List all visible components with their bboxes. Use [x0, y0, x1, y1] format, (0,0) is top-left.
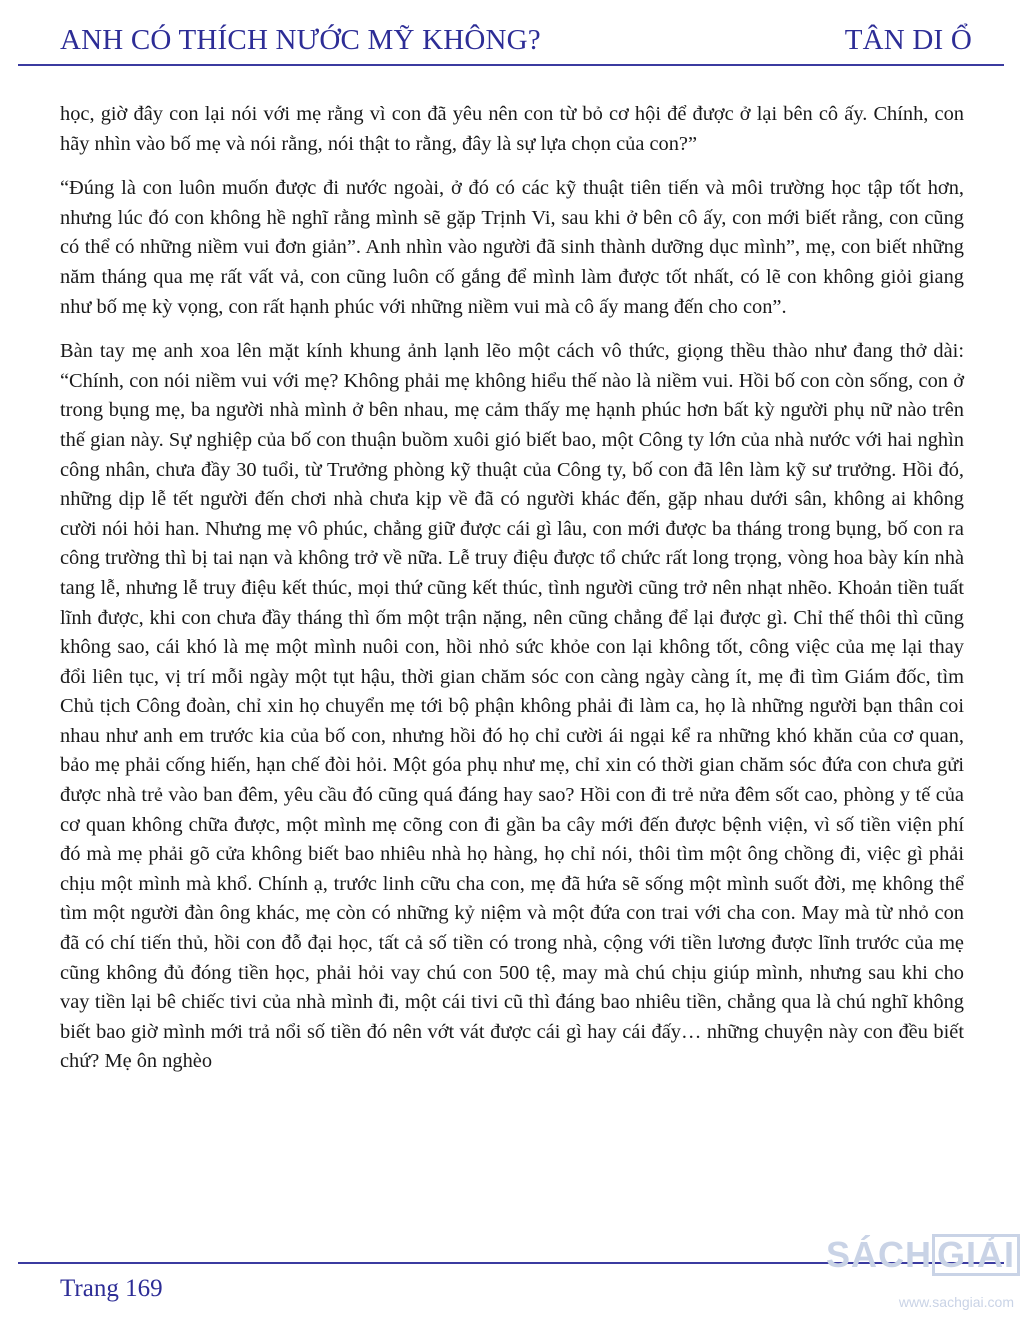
page-header [60, 20, 984, 66]
watermark-logo-boxed-text: GIẢI [932, 1234, 1020, 1276]
header-divider [18, 64, 1004, 66]
watermark-logo-text: SÁCH [825, 1234, 932, 1275]
paragraph: “Đúng là con luôn muốn được đi nước ngoài, ở đó có các kỹ thuật tiên tiến và môi trường học tập tốt hơn, nhưng lúc đó con không hề nghĩ rằng mình sẽ gặp Trịnh Vi, sau khi ở bên cô ấy, con mới biết rằng, con cũng có thể có những niềm vui đơn giản”. Anh nhìn vào người đã sinh thành dưỡng dục mình”, mẹ, con biết những năm tháng qua mẹ rất vất vả, con cũng luôn cố gắng để mình làm được tốt nhất, có lẽ con không giỏi giang như bố mẹ kỳ vọng, con rất hạnh phúc với những niềm vui mà cô ấy mang đến cho con”. [60, 177, 964, 318]
author-name: TÂN DI Ổ [844, 24, 972, 56]
book-title: ANH CÓ THÍCH NƯỚC MỸ KHÔNG? [60, 24, 541, 56]
watermark-url: www.sachgiai.com [898, 1294, 1014, 1310]
watermark [815, 1228, 1020, 1318]
watermark-logo [826, 1234, 1020, 1276]
page-number: Trang 169 [60, 1275, 163, 1302]
page-body [60, 100, 964, 1092]
paragraph: học, giờ đây con lại nói với mẹ rằng vì con đã yêu nên con từ bỏ cơ hội để được ở lại bên cô ấy. Chính, con hãy nhìn vào bố mẹ và nói rằng, nói thật to rằng, đây là sự lựa chọn của con?” [60, 103, 964, 155]
paragraph: Bàn tay mẹ anh xoa lên mặt kính khung ảnh lạnh lẽo một cách vô thức, giọng thều thào như đang thở dài: “Chính, con nói niềm vui với mẹ? Không phải mẹ không hiểu thế nào là niềm vui. Hồi bố con còn sống, con ở trong bụng mẹ, ba người nhà mình ở bên nhau, mẹ cảm thấy mẹ hạnh phúc hơn bất kỳ người phụ nữ nào trên thế gian này. Sự nghiệp của bố con thuận buồm xuôi gió biết bao, một Công ty lớn của nhà nước với hai nghìn công nhân, chưa đầy 30 tuổi, từ Trưởng phòng kỹ thuật của Công ty, bố con đã lên làm kỹ sư trưởng. Hồi đó, những dịp lễ tết người đến chơi nhà chưa kịp về đã có người khác đến, gặp nhau dưới sân, không ai không cười nói hỏi han. Nhưng mẹ vô phúc, chẳng giữ được cái gì lâu, con mới được ba tháng trong bụng, bố con ra công trường thì bị tai nạn và không trở về nữa. Lễ truy điệu được tổ chức rất long trọng, vòng hoa bày kín nhà tang lễ, nhưng lễ truy điệu kết thúc, mọi thứ cũng kết thúc, tình người cũng trở nên nhạt nhẽo. Khoản tiền tuất lĩnh được, khi con chưa đầy tháng thì ốm một trận nặng, nên cũng chẳng để lại được gì. Chỉ thế thôi thì cũng không sao, cái khó là mẹ một mình nuôi con, hồi nhỏ sức khỏe con lại không tốt, công việc của mẹ lại thay đổi liên tục, vị trí mỗi ngày một tụt hậu, thời gian chăm sóc con càng ngày càng ít, mẹ đi tìm Giám đốc, tìm Chủ tịch Công đoàn, chỉ xin họ chuyển mẹ tới bộ phận không phải đi làm ca, họ là những người bạn thân coi nhau như anh em trước kia của bố con, nhưng hồi đó họ chỉ cười ái ngại kể ra những khó khăn của cơ quan, bảo mẹ phải cống hiến, hạn chế đòi hỏi. Một góa phụ như mẹ, chỉ xin có thời gian chăm sóc đứa con chưa gửi được nhà trẻ vào ban đêm, yêu cầu đó cũng quá đáng hay sao? Hồi con đi trẻ nửa đêm sốt cao, phòng y tế của cơ quan không chữa được, một mình mẹ cõng con đi gần ba cây mới đến được bệnh viện, vì số tiền viện phí đó mà mẹ phải gõ cửa không biết bao nhiêu nhà họ hàng, họ chỉ nói, thôi tìm một ông chồng đi, việc gì phải chịu một mình mà khổ. Chính ạ, trước linh cữu cha con, mẹ đã hứa sẽ sống một mình suốt đời, mẹ không thể tìm một người đàn ông khác, mẹ còn có những kỷ niệm và một đứa con trai với cha con. May mà từ nhỏ con đã có chí tiến thủ, hồi con đỗ đại học, tất cả số tiền có trong nhà, cộng với tiền lương được lĩnh trước của mẹ cũng không đủ đóng tiền học, phải hỏi vay chú con 500 tệ, may mà chú chịu giúp mình, nhưng sau khi cho vay tiền lại bê chiếc tivi của nhà mình đi, một cái tivi cũ thì đáng bao nhiêu tiền, chẳng qua là chú nghĩ không biết bao giờ mình mới trả nổi số tiền đó nên vớt vát được cái gì hay cái đấy… những chuyện này con đều biết chứ? Mẹ ôn nghèo [60, 340, 964, 1073]
